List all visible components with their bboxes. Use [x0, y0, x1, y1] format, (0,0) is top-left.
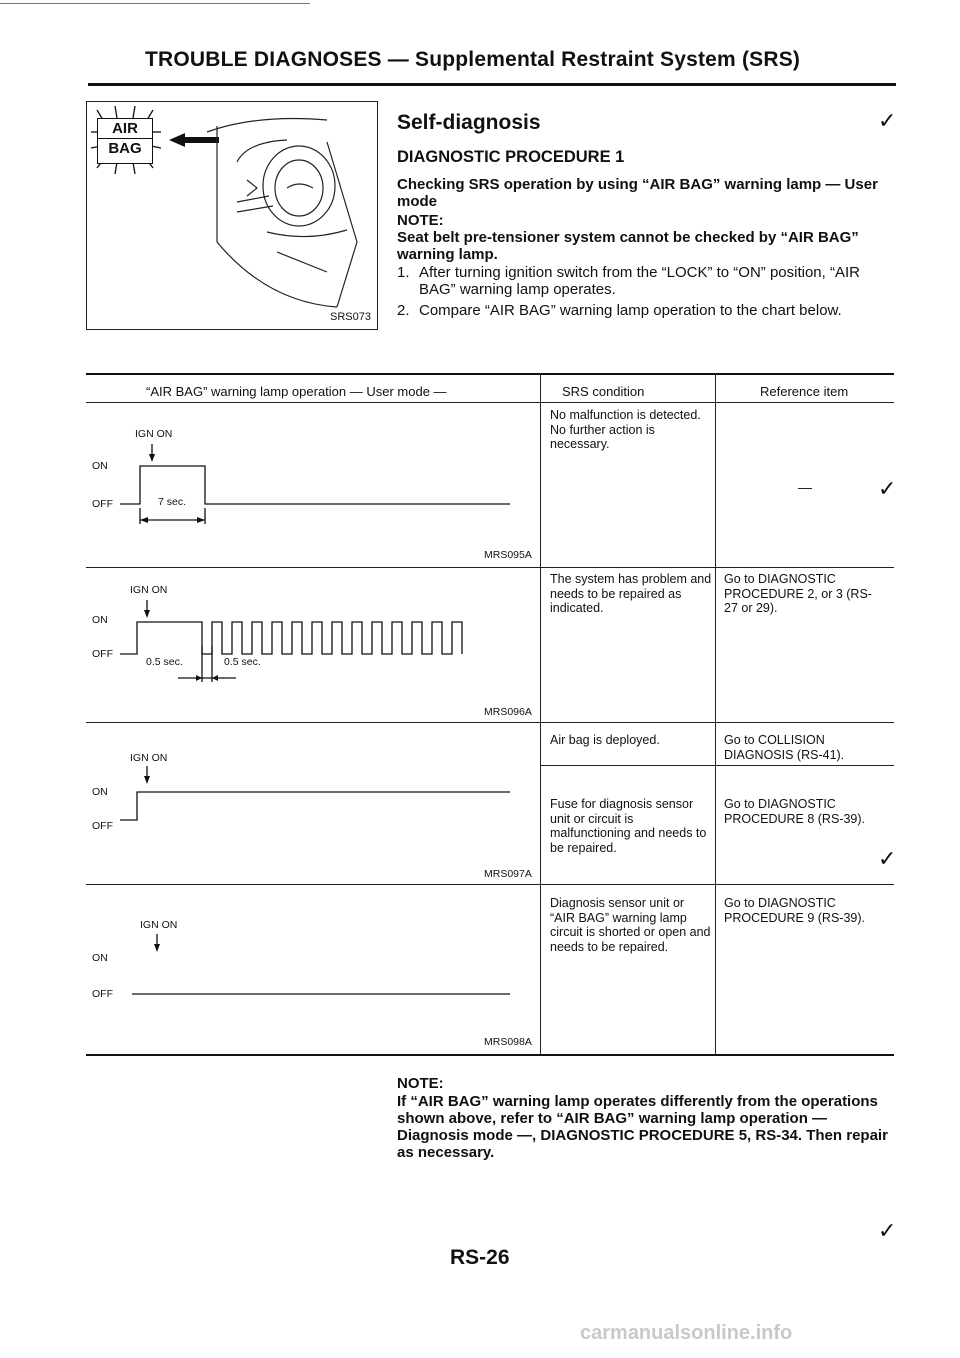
timing-label-right: 0.5 sec.	[224, 656, 261, 668]
timing-label-left: 0.5 sec.	[146, 656, 183, 668]
table-header-rule	[86, 402, 894, 403]
title-rule	[88, 83, 896, 86]
note-label: NOTE:	[397, 1075, 444, 1092]
check-mark-icon: ✓	[878, 108, 897, 133]
waveform-chart	[110, 930, 520, 1000]
diagram-code: MRS095A	[484, 549, 532, 561]
waveform-chart	[110, 762, 520, 832]
row-divider	[86, 722, 894, 723]
table-top-rule	[86, 373, 894, 375]
column-header-reference: Reference item	[760, 384, 849, 399]
column-header-operation: “AIR BAG” warning lamp operation — User mode —	[146, 384, 447, 399]
condition-text: Air bag is deployed.	[550, 733, 660, 747]
ign-on-label: IGN ON	[130, 584, 168, 596]
step-item	[397, 264, 902, 298]
condition-text: No malfunction is detected. No further action is necessary.	[550, 408, 701, 451]
waveform-chart	[110, 440, 520, 530]
top-edge-rule	[0, 3, 310, 4]
off-label: OFF	[92, 988, 113, 1000]
on-label: ON	[92, 952, 108, 964]
on-label: ON	[92, 614, 108, 626]
off-label: OFF	[92, 498, 113, 510]
row-divider	[86, 884, 894, 885]
timing-label: 7 sec.	[158, 496, 187, 508]
diagram-code: MRS098A	[484, 1036, 532, 1048]
check-mark-icon: ✓	[878, 476, 897, 501]
column-divider	[540, 373, 541, 1055]
on-label: ON	[92, 460, 108, 472]
step-text: Compare “AIR BAG” warning lamp operation to the chart below.	[419, 302, 842, 319]
row-divider	[86, 567, 894, 568]
waveform-chart	[110, 596, 520, 686]
reference-text: Go to DIAGNOSTIC PROCEDURE 8 (RS-39).	[724, 797, 865, 826]
srs-illustration	[86, 101, 378, 330]
off-label: OFF	[92, 820, 113, 832]
ign-on-label: IGN ON	[130, 752, 168, 764]
column-divider	[715, 373, 716, 1055]
condition-text: Diagnosis sensor unit or “AIR BAG” warning lamp circuit is shorted or open and needs to be repaired.	[550, 896, 711, 954]
reference-text: Go to DIAGNOSTIC PROCEDURE 9 (RS-39).	[724, 896, 865, 925]
reference-text: Go to DIAGNOSTIC PROCEDURE 2, or 3 (RS-27 or 29).	[724, 572, 872, 615]
step-number: 1.	[397, 264, 410, 281]
page-title: TROUBLE DIAGNOSES — Supplemental Restraint System (SRS)	[145, 48, 801, 71]
step-text: After turning ignition switch from the “LOCK” to “ON” position, “AIR BAG” warning lamp operates.	[419, 264, 860, 298]
condition-text: The system has problem and needs to be repaired as indicated.	[550, 572, 712, 615]
diagram-code: MRS096A	[484, 706, 532, 718]
page-number: RS-26	[450, 1246, 510, 1269]
step-item	[397, 302, 902, 319]
lamp-text-air: AIR	[98, 119, 152, 139]
check-mark-icon: ✓	[878, 1218, 897, 1243]
check-mark-icon: ✓	[878, 846, 897, 871]
on-label: ON	[92, 786, 108, 798]
note-text: If “AIR BAG” warning lamp operates differently from the operations shown above, refer to “AIR BAG” warning lamp operation — Diagnosis mode —, DIAGNOSTIC PROCEDURE 5, RS-34. Then repair as necessary.	[397, 1093, 888, 1161]
procedure-title: DIAGNOSTIC PROCEDURE 1	[397, 148, 625, 166]
reference-text: —	[798, 479, 812, 495]
reference-text: Go to COLLISION DIAGNOSIS (RS-41).	[724, 733, 845, 762]
table-bottom-rule	[86, 1054, 894, 1056]
section-title: Self-diagnosis	[397, 111, 541, 134]
step-number: 2.	[397, 302, 410, 319]
ign-on-label: IGN ON	[140, 919, 178, 931]
diagram-code: MRS097A	[484, 868, 532, 880]
ign-on-label: IGN ON	[135, 428, 173, 440]
airbag-lamp-icon	[97, 118, 153, 164]
condition-text: Fuse for diagnosis sensor unit or circuit is malfunctioning and needs to be repaired.	[550, 797, 707, 855]
column-header-condition: SRS condition	[562, 384, 645, 399]
figure-code: SRS073	[330, 311, 371, 323]
footer-watermark: carmanualsonline.info	[580, 1322, 793, 1344]
note-label: NOTE:	[397, 212, 444, 229]
procedure-instruction: Checking SRS operation by using “AIR BAG” warning lamp — User mode	[397, 176, 878, 210]
lamp-text-bag: BAG	[108, 140, 142, 157]
sub-row-divider	[540, 765, 894, 766]
note-text: Seat belt pre-tensioner system cannot be checked by “AIR BAG” warning lamp.	[397, 229, 859, 263]
off-label: OFF	[92, 648, 113, 660]
